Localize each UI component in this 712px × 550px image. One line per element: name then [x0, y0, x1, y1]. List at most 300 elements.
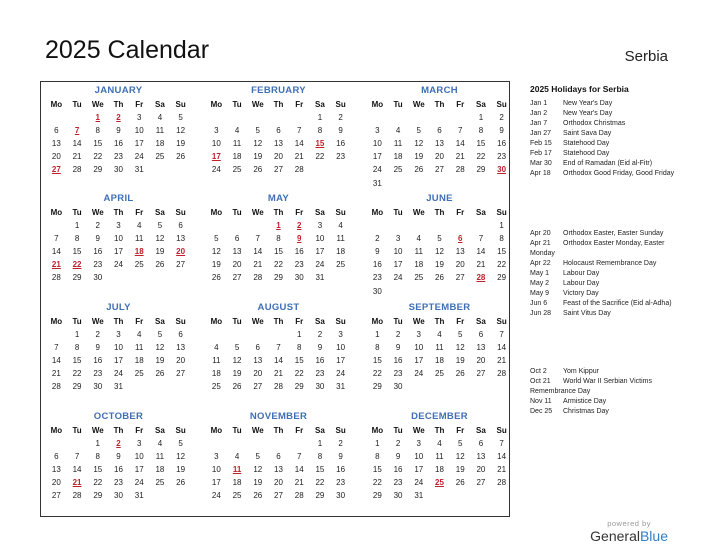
day: 27: [232, 273, 242, 283]
weekday-header: Mo: [210, 208, 223, 217]
empty-day: [46, 111, 67, 124]
month-days-grid: [206, 206, 351, 285]
day: 28: [72, 491, 82, 501]
day: 30: [114, 165, 123, 175]
day: 10: [134, 126, 144, 136]
day: 27: [476, 478, 486, 488]
empty-day: [46, 328, 67, 341]
day: 16: [372, 260, 382, 270]
day: 15: [274, 247, 283, 257]
day: 1: [95, 439, 100, 449]
day: 31: [372, 178, 382, 188]
day: 8: [317, 126, 323, 136]
day: 4: [437, 330, 442, 340]
empty-day: [450, 111, 471, 124]
empty-day: [247, 437, 268, 450]
day: 6: [54, 452, 59, 462]
day: 14: [51, 247, 61, 257]
day: 4: [136, 221, 142, 231]
day: 7: [499, 330, 504, 340]
weekday-header: Mo: [210, 100, 223, 109]
day: 7: [296, 126, 302, 136]
month-days-grid: [46, 424, 191, 503]
day: 16: [93, 356, 103, 366]
day: 13: [176, 234, 186, 244]
holiday-name: Orthodox Good Friday, Good Friday: [563, 170, 675, 177]
day: 28: [294, 165, 304, 175]
brand-name-part-blue: Blue: [639, 528, 668, 544]
empty-day: [429, 219, 450, 232]
day: 26: [176, 152, 186, 162]
day: 17: [114, 356, 123, 366]
holiday-date: May 1: [530, 270, 550, 277]
day: 18: [232, 478, 242, 488]
day: 21: [455, 152, 465, 162]
holiday-date: Nov 11: [530, 398, 552, 405]
day: 12: [176, 452, 186, 462]
day: 19: [176, 139, 186, 149]
month-name: DECEMBER: [411, 411, 468, 422]
day: 28: [497, 478, 507, 488]
weekday-header: Th: [273, 208, 284, 217]
holiday-day: 20: [176, 247, 186, 257]
month-june: [367, 192, 512, 298]
weekday-header: Fr: [456, 317, 465, 326]
holiday-name: Orthodox Easter, Easter Sunday: [563, 230, 664, 237]
month-days-grid: [46, 315, 191, 394]
day: 11: [155, 126, 165, 136]
day: 15: [93, 139, 103, 149]
holiday-day: 11: [232, 465, 242, 475]
weekday-header: Fr: [135, 317, 144, 326]
day: 21: [294, 478, 304, 488]
day: 12: [155, 343, 165, 353]
month-february: [206, 84, 351, 177]
month-july: [46, 301, 191, 394]
day: 27: [455, 273, 465, 283]
weekday-header: Su: [175, 426, 186, 435]
day: 25: [232, 165, 242, 175]
day: 17: [134, 465, 144, 475]
day: 2: [395, 439, 401, 449]
empty-day: [247, 111, 268, 124]
holiday-day: 18: [134, 247, 144, 257]
day: 20: [274, 152, 283, 162]
day: 13: [476, 452, 486, 462]
weekday-header: Tu: [393, 100, 403, 109]
weekday-header: Sa: [155, 317, 165, 326]
day: 14: [253, 247, 263, 257]
day: 22: [93, 152, 103, 162]
day: 8: [95, 126, 100, 136]
day: 23: [93, 369, 103, 379]
weekday-header: Su: [335, 208, 346, 217]
day: 31: [315, 273, 325, 283]
day: 3: [214, 452, 219, 462]
holiday-date: Mar 30: [530, 160, 552, 167]
country-label: Serbia: [624, 48, 668, 65]
brand-name-part: General: [590, 528, 640, 544]
weekday-header: Sa: [315, 317, 325, 326]
day: 25: [414, 273, 424, 283]
empty-day: [268, 111, 289, 124]
day: 31: [336, 382, 346, 392]
day: 5: [157, 221, 163, 231]
holiday-name: New Year's Day: [563, 110, 613, 117]
day: 17: [393, 260, 403, 270]
month-name: AUGUST: [257, 302, 300, 313]
weekday-header: Fr: [456, 426, 465, 435]
weekday-header: Th: [273, 100, 284, 109]
day: 19: [435, 260, 444, 270]
day: 21: [497, 356, 507, 366]
powered-by-text: powered by: [607, 519, 651, 528]
day: 4: [338, 221, 343, 231]
month-days-grid: [206, 424, 351, 503]
day: 20: [455, 260, 465, 270]
day: 15: [476, 139, 486, 149]
weekday-header: We: [412, 100, 425, 109]
day: 10: [114, 343, 123, 353]
day: 1: [296, 330, 302, 340]
weekday-header: We: [251, 100, 264, 109]
day: 4: [157, 439, 163, 449]
day: 7: [499, 439, 504, 449]
weekday-header: We: [91, 208, 104, 217]
day: 9: [116, 126, 121, 136]
day: 25: [232, 491, 242, 501]
day: 3: [317, 221, 323, 231]
empty-day: [367, 219, 388, 232]
day: 6: [178, 330, 183, 340]
day: 19: [253, 152, 263, 162]
day: 29: [315, 491, 325, 501]
month-august: [206, 301, 351, 394]
day: 23: [93, 260, 103, 270]
holiday-day: 9: [296, 234, 302, 244]
weekday-header: Tu: [72, 100, 82, 109]
weekday-header: Sa: [476, 317, 486, 326]
weekday-header: Tu: [393, 426, 403, 435]
weekday-header: Su: [496, 100, 507, 109]
weekday-header: Su: [175, 208, 186, 217]
empty-day: [206, 437, 227, 450]
day: 27: [176, 369, 186, 379]
day: 5: [157, 330, 163, 340]
day: 15: [93, 465, 103, 475]
day: 16: [114, 465, 123, 475]
day: 12: [232, 356, 242, 366]
holiday-item: [530, 289, 690, 299]
day: 20: [476, 465, 486, 475]
holiday-item: [530, 259, 690, 269]
day: 28: [497, 369, 507, 379]
day: 12: [414, 139, 424, 149]
day: 20: [435, 152, 444, 162]
holiday-item: [530, 279, 690, 289]
day: 18: [134, 356, 144, 366]
month-name: SEPTEMBER: [408, 302, 471, 313]
day: 11: [393, 139, 403, 149]
holiday-name: Orthodox Easter Monday, Easter Monday: [530, 240, 665, 257]
day: 26: [253, 491, 263, 501]
day: 2: [395, 330, 401, 340]
day: 11: [135, 343, 144, 353]
month-january: [46, 84, 191, 177]
weekday-header: Mo: [371, 208, 384, 217]
day: 10: [414, 343, 424, 353]
empty-day: [268, 328, 289, 341]
day: 1: [375, 330, 380, 340]
day: 8: [478, 126, 484, 136]
holiday-day: 25: [435, 478, 444, 488]
holiday-name: New Year's Day: [563, 100, 613, 107]
weekday-header: Tu: [72, 426, 82, 435]
holiday-date: Jan 27: [530, 130, 552, 137]
day: 12: [435, 247, 444, 257]
day: 8: [499, 234, 504, 244]
day: 2: [499, 113, 504, 123]
month-may: [206, 192, 351, 285]
day: 10: [315, 234, 325, 244]
day: 8: [74, 343, 80, 353]
day: 30: [336, 491, 346, 501]
day: 26: [455, 369, 465, 379]
holiday-name: End of Ramadan (Eid al-Fitr): [563, 160, 653, 167]
weekday-header: Tu: [232, 208, 242, 217]
holiday-date: Dec 25: [530, 408, 553, 415]
holiday-date: Apr 18: [530, 170, 551, 177]
holiday-day: 1: [95, 113, 100, 123]
day: 5: [255, 452, 260, 462]
day: 26: [232, 382, 242, 392]
day: 16: [336, 465, 346, 475]
empty-day: [46, 219, 67, 232]
weekday-header: Sa: [155, 208, 165, 217]
day: 27: [253, 382, 263, 392]
day: 18: [393, 152, 403, 162]
day: 12: [155, 234, 165, 244]
day: 8: [95, 452, 100, 462]
weekday-header: Fr: [135, 100, 144, 109]
month-december: [367, 410, 512, 503]
holiday-name: Saint Sava Day: [563, 130, 612, 137]
day: 3: [116, 221, 121, 231]
holiday-item: [530, 129, 690, 139]
weekday-header: Tu: [232, 317, 242, 326]
weekday-header: We: [251, 426, 264, 435]
day: 28: [253, 273, 263, 283]
day: 24: [114, 260, 123, 270]
weekday-header: Mo: [371, 317, 384, 326]
empty-day: [67, 111, 88, 124]
day: 1: [317, 439, 323, 449]
day: 31: [134, 491, 144, 501]
brand-logo[interactable]: [590, 528, 668, 544]
holiday-item: [530, 397, 690, 407]
day: 2: [95, 330, 100, 340]
weekday-header: Th: [273, 426, 284, 435]
holiday-name: Yom Kippur: [563, 368, 599, 375]
day: 29: [497, 273, 507, 283]
weekday-header: Tu: [232, 100, 242, 109]
day: 13: [455, 247, 465, 257]
day: 1: [74, 221, 80, 231]
day: 17: [211, 478, 221, 488]
holiday-date: Jun 6: [530, 300, 548, 307]
day: 16: [294, 247, 304, 257]
day: 1: [317, 113, 323, 123]
day: 10: [211, 139, 221, 149]
day: 3: [116, 330, 121, 340]
empty-day: [46, 437, 67, 450]
day: 8: [317, 452, 323, 462]
day: 10: [114, 234, 123, 244]
day: 28: [51, 273, 61, 283]
empty-day: [247, 328, 268, 341]
day: 19: [253, 478, 263, 488]
holiday-day: 22: [72, 260, 82, 270]
empty-day: [429, 111, 450, 124]
day: 23: [372, 273, 382, 283]
day: 11: [435, 343, 444, 353]
day: 18: [435, 356, 444, 366]
weekday-header: Mo: [371, 426, 384, 435]
day: 29: [93, 165, 103, 175]
day: 15: [372, 465, 382, 475]
month-name: FEBRUARY: [251, 85, 306, 96]
day: 22: [497, 260, 507, 270]
day: 23: [114, 478, 123, 488]
holiday-day: 30: [497, 165, 507, 175]
weekday-header: Tu: [393, 208, 403, 217]
day: 21: [497, 465, 507, 475]
day: 22: [72, 369, 82, 379]
weekday-header: Tu: [72, 208, 82, 217]
day: 17: [114, 247, 123, 257]
day: 24: [211, 491, 221, 501]
holiday-name: Holocaust Remembrance Day: [563, 260, 657, 267]
month-name: MAY: [267, 193, 290, 204]
day: 15: [72, 356, 82, 366]
day: 22: [315, 152, 325, 162]
day: 11: [435, 452, 444, 462]
day: 10: [211, 465, 221, 475]
day: 22: [476, 152, 486, 162]
day: 15: [372, 356, 382, 366]
day: 13: [51, 465, 61, 475]
month-september: [367, 301, 512, 394]
holiday-item: [530, 99, 690, 109]
weekday-header: Th: [434, 208, 445, 217]
day: 29: [372, 382, 382, 392]
day: 28: [72, 165, 82, 175]
weekday-header: Su: [496, 426, 507, 435]
day: 14: [294, 465, 304, 475]
day: 11: [232, 139, 242, 149]
day: 16: [315, 356, 325, 366]
day: 9: [95, 343, 100, 353]
day: 22: [294, 369, 304, 379]
empty-day: [450, 219, 471, 232]
day: 14: [497, 452, 507, 462]
day: 25: [134, 260, 144, 270]
holiday-item: [530, 367, 690, 377]
day: 7: [54, 234, 59, 244]
day: 23: [294, 260, 304, 270]
weekday-header: We: [412, 208, 425, 217]
day: 29: [72, 273, 82, 283]
day: 16: [393, 356, 403, 366]
day: 8: [375, 452, 380, 462]
day: 11: [414, 247, 423, 257]
weekday-header: Sa: [155, 100, 165, 109]
empty-day: [206, 111, 227, 124]
day: 25: [155, 478, 165, 488]
day: 9: [95, 234, 100, 244]
weekday-header: Mo: [371, 100, 384, 109]
weekday-header: Th: [434, 100, 445, 109]
day: 30: [93, 382, 103, 392]
day: 15: [294, 356, 304, 366]
day: 23: [315, 369, 325, 379]
holiday-date: Apr 20: [530, 230, 551, 237]
weekday-header: Th: [113, 426, 124, 435]
day: 2: [338, 439, 343, 449]
day: 3: [338, 330, 343, 340]
weekday-header: Su: [335, 100, 346, 109]
holiday-item: [530, 119, 690, 129]
holiday-day: 6: [457, 234, 463, 244]
month-days-grid: [367, 424, 512, 503]
day: 19: [211, 260, 221, 270]
day: 18: [211, 369, 221, 379]
day: 5: [457, 330, 463, 340]
day: 11: [155, 452, 165, 462]
day: 28: [51, 382, 61, 392]
holiday-item: [530, 269, 690, 279]
day: 31: [414, 491, 424, 501]
month-name: NOVEMBER: [249, 411, 308, 422]
day: 22: [372, 478, 382, 488]
day: 4: [416, 234, 421, 244]
holiday-name: Statehood Day: [563, 140, 610, 147]
day: 4: [234, 452, 240, 462]
holiday-group: [530, 229, 690, 319]
day: 4: [234, 126, 240, 136]
holiday-name: Labour Day: [563, 280, 600, 287]
weekday-header: Fr: [295, 317, 304, 326]
day: 30: [372, 286, 382, 296]
day: 3: [416, 330, 421, 340]
holiday-name: Labour Day: [563, 270, 600, 277]
day: 5: [457, 439, 463, 449]
holiday-name: Orthodox Christmas: [563, 120, 626, 127]
day: 27: [176, 260, 186, 270]
day: 12: [176, 126, 186, 136]
day: 6: [54, 126, 59, 136]
day: 22: [93, 478, 103, 488]
day: 11: [336, 234, 345, 244]
day: 10: [372, 139, 382, 149]
holiday-date: May 9: [530, 290, 550, 297]
day: 2: [317, 330, 323, 340]
weekday-header: Tu: [232, 426, 242, 435]
day: 24: [134, 478, 144, 488]
empty-day: [388, 111, 409, 124]
weekday-header: Su: [496, 317, 507, 326]
day: 10: [393, 247, 403, 257]
